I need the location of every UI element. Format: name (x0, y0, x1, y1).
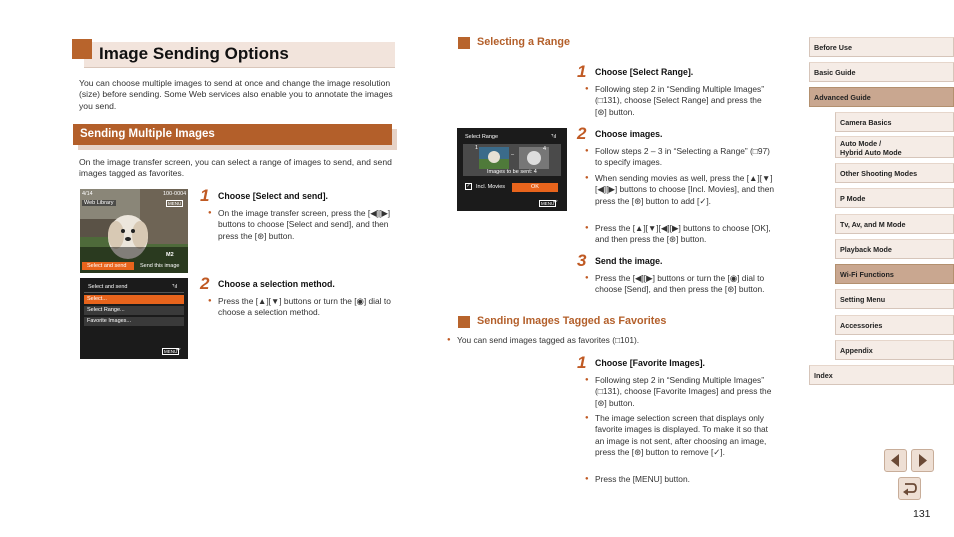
cam2-title: Select and send (88, 284, 128, 290)
camera-screen-transfer (80, 189, 188, 273)
cam1-service: Web Library (84, 200, 114, 206)
cam2-back-icon: ↩ (176, 347, 181, 353)
cam1-menu-icon: MENU (168, 201, 182, 206)
cam3-back-icon: ↩ (553, 199, 558, 205)
cam3-check-label: Incl. Movies (476, 184, 506, 190)
cam3-range-dash: – (511, 152, 515, 158)
sidebar-item-label: Auto Mode / (840, 139, 882, 148)
return-button[interactable] (898, 477, 921, 500)
step-title: Choose [Select Range]. (595, 67, 694, 77)
section-heading-range: Selecting a Range (477, 36, 571, 48)
step-title: Send the image. (595, 256, 663, 266)
sidebar-item-auto-mode[interactable] (835, 136, 954, 158)
section-intro-multiple: On the image transfer screen, you can select a range of images to send, and send images tagged as favorites. (79, 157, 392, 179)
section-heading-favorites: Sending Images Tagged as Favorites (477, 315, 667, 327)
step-title: Choose a selection method. (218, 279, 335, 289)
sidebar-item-label: Hybrid Auto Mode (840, 147, 902, 157)
step-bullet: ● On the image transfer screen, press the [◀][▶] buttons to choose [Select and send], and then press the [⊛] button. (218, 208, 394, 242)
cam3-thumb-start (479, 147, 509, 169)
sidebar-item-advanced-guide[interactable]: Advanced Guide (809, 87, 954, 107)
step-number: 2 (200, 274, 210, 293)
cam3-checkbox-icon: ✓ (466, 183, 471, 189)
step-bullet: ● Press the [▲][▼] buttons or turn the [◉] dial to choose a selection method. (218, 296, 394, 319)
step-number: 1 (200, 186, 210, 205)
sidebar-item-basic-guide[interactable]: Basic Guide (809, 62, 954, 82)
sidebar-item-index[interactable]: Index (809, 365, 954, 385)
cam2-wifi-icon: ᵀıl (172, 284, 178, 290)
sidebar-item-before-use[interactable]: Before Use (809, 37, 954, 57)
sidebar-item-camera-basics[interactable]: Camera Basics (835, 112, 954, 132)
step-bullet: ● Press the [MENU] button. (595, 474, 777, 485)
step-bullet: ● Press the [◀][▶] buttons or turn the [◉] dial to choose [Send], and then press the [⊛] button. (595, 273, 777, 296)
cam1-size: M2 (166, 252, 174, 258)
sidebar-item-wifi-functions[interactable]: Wi-Fi Functions (835, 264, 954, 284)
step-title: Choose [Favorite Images]. (595, 358, 705, 368)
step-bullet: ● When sending movies as well, press the [▲][▼][◀][▶] buttons to choose [Incl. Movies], and then press the [⊛] button to add [✓]. (595, 173, 777, 207)
next-page-button[interactable] (911, 449, 934, 472)
sidebar-item-setting-menu[interactable]: Setting Menu (835, 289, 954, 309)
sidebar-item-other-shooting-modes[interactable]: Other Shooting Modes (835, 163, 954, 183)
step-title: Choose [Select and send]. (218, 191, 328, 201)
cam2-item: Favorite Images... (84, 317, 184, 326)
cam3-info: Images to be sent: 4 (487, 169, 537, 175)
step-title: Choose images. (595, 129, 663, 139)
sidebar-item-playback-mode[interactable]: Playback Mode (835, 239, 954, 259)
sidebar-item-appendix[interactable]: Appendix (835, 340, 954, 360)
cam3-ok-button: OK (512, 183, 558, 192)
cam3-start-number: 1 (475, 145, 479, 151)
sidebar-item-p-mode[interactable]: P Mode (835, 188, 954, 208)
subsection-marker (458, 316, 470, 328)
step-number: 2 (577, 124, 587, 143)
cam2-item: Select... (84, 295, 184, 304)
step-number: 1 (577, 62, 587, 81)
page-intro: You can choose multiple images to send at once and change the image resolution (size) before sending. Some Web services also enable you to annotate the images you send. (79, 78, 393, 111)
cam3-title: Select Range (465, 134, 499, 140)
prev-page-button[interactable] (884, 449, 907, 472)
camera-screen-select-range (457, 128, 567, 211)
subsection-marker (458, 37, 470, 49)
title-marker (72, 39, 92, 59)
left-arrow-icon (885, 450, 906, 471)
cam1-select-button: Select and send (82, 262, 134, 270)
sidebar-item-tv-av-m-mode[interactable]: Tv, Av, and M Mode (835, 214, 954, 234)
section-heading-multiple: Sending Multiple Images (80, 128, 215, 140)
cam2-item: Select Range... (84, 306, 184, 315)
page-number: 131 (913, 508, 931, 520)
step-bullet: ● The image selection screen that displays only favorite images is displayed. To make it so that an image is not sent, after choosing an image, press the [⊛] button to remove [✓]. (595, 413, 777, 459)
sidebar-item-accessories[interactable]: Accessories (835, 315, 954, 335)
step-bullet: ● Following step 2 in “Sending Multiple Images” (□131), choose [Favorite Images] and press the [⊛] button. (595, 375, 777, 409)
cam3-end-number: 4 (543, 146, 547, 152)
page-title: Image Sending Options (99, 44, 289, 63)
cam3-menu-icon: MENU (541, 201, 555, 206)
cam1-send-button: Send this image (140, 263, 180, 269)
return-icon (899, 478, 920, 499)
favorites-intro: ● You can send images tagged as favorites (□101). (457, 335, 757, 346)
step-number: 1 (577, 353, 587, 372)
step-bullet: ● Press the [▲][▼][◀][▶] buttons to choose [OK], and then press the [⊛] button. (595, 223, 777, 246)
cam2-divider (84, 292, 184, 293)
step-bullet: ● Follow steps 2 – 3 in “Selecting a Range” (□97) to specify images. (595, 146, 777, 169)
cam2-menu-icon: MENU (164, 349, 178, 354)
step-bullet: ● Following step 2 in “Sending Multiple Images” (□131), choose [Select Range] and press the [⊛] button. (595, 84, 770, 118)
camera-screen-select-method (80, 278, 188, 359)
step-number: 3 (577, 251, 587, 270)
cam3-wifi-icon: ᵀıl (551, 134, 557, 140)
cam1-counter: 4/14 (82, 191, 93, 197)
cam1-folder: 100-0004 (163, 191, 187, 197)
right-arrow-icon (912, 450, 933, 471)
